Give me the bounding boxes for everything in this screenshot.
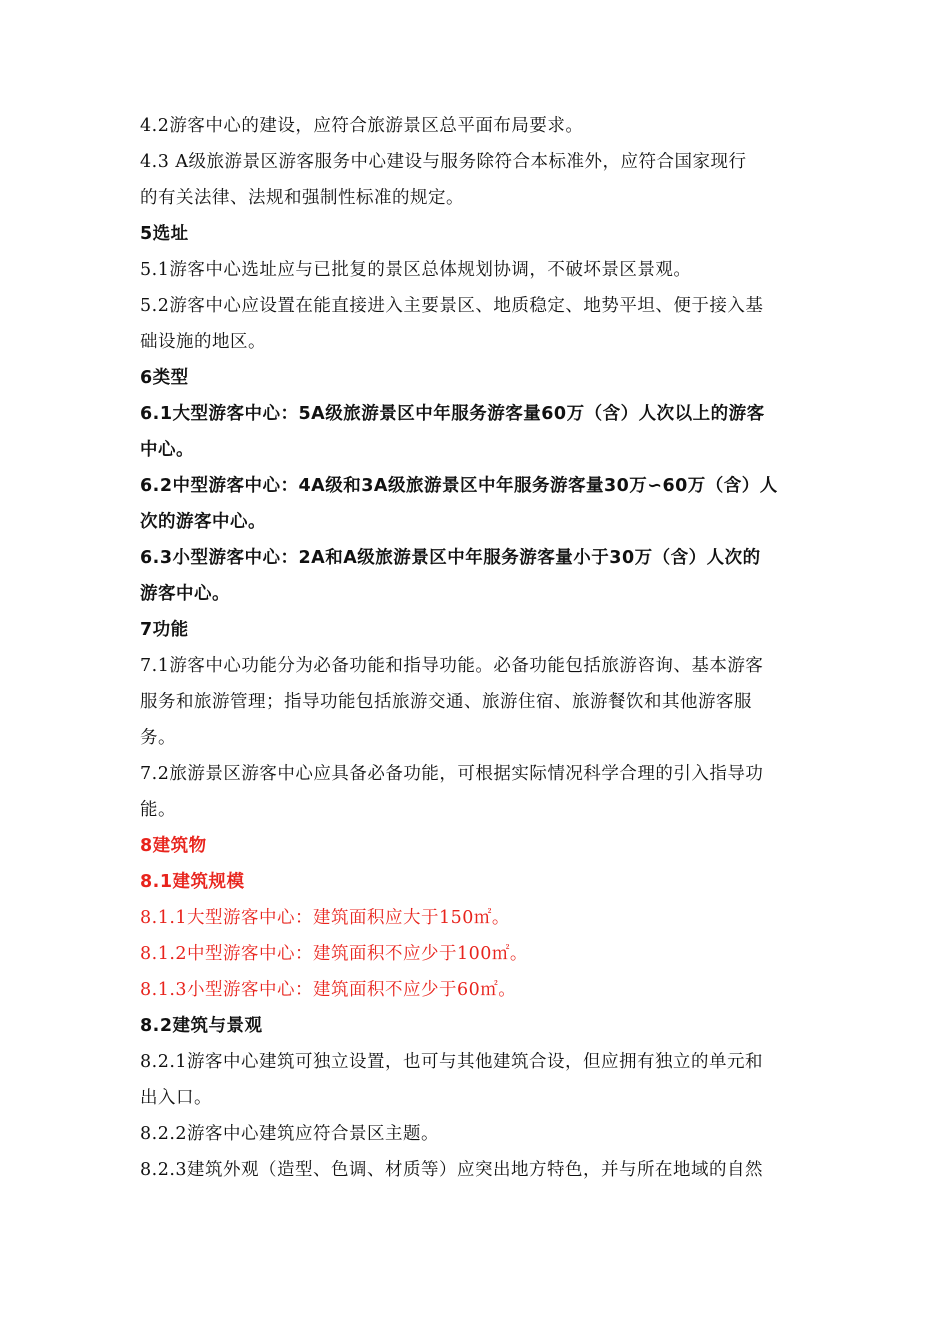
document-page [140, 108, 808, 1188]
paragraph-6-2-cont: 次的游客中心。 [140, 512, 266, 532]
paragraph-5-1: 5.1游客中心选址应与已批复的景区总体规划协调，不破坏景区景观。 [140, 260, 692, 280]
paragraph-6-3: 6.3小型游客中心：2A和A级旅游景区中年服务游客量小于30万（含）人次的 [140, 548, 761, 568]
paragraph-5-2-cont: 础设施的地区。 [140, 332, 266, 352]
paragraph-7-2: 7.2旅游景区游客中心应具备必备功能，可根据实际情况科学合理的引入指导功 [140, 764, 764, 784]
paragraph-8-1-3: 8.1.3小型游客中心：建筑面积不应少于60㎡。 [140, 980, 517, 1000]
paragraph-6-2: 6.2中型游客中心：4A级和3A级旅游景区中年服务游客量30万∽60万（含）人 [140, 476, 778, 496]
paragraph-6-1-cont: 中心。 [140, 440, 194, 460]
paragraph-7-2-cont: 能。 [140, 800, 176, 820]
heading-6: 6类型 [140, 368, 189, 388]
paragraph-6-1: 6.1大型游客中心：5A级旅游景区中年服务游客量60万（含）人次以上的游客 [140, 404, 765, 424]
heading-7: 7功能 [140, 620, 189, 640]
heading-8-2: 8.2建筑与景观 [140, 1016, 263, 1036]
paragraph-4-3: 4.3 A级旅游景区游客服务中心建设与服务除符合本标准外，应符合国家现行 [140, 152, 747, 172]
heading-8: 8建筑物 [140, 836, 207, 856]
heading-8-1: 8.1建筑规模 [140, 872, 245, 892]
paragraph-8-1-2: 8.1.2中型游客中心：建筑面积不应少于100㎡。 [140, 944, 528, 964]
paragraph-7-1-cont: 服务和旅游管理；指导功能包括旅游交通、旅游住宿、旅游餐饮和其他游客服 [140, 692, 752, 712]
paragraph-8-1-1: 8.1.1大型游客中心：建筑面积应大于150㎡。 [140, 908, 510, 928]
paragraph-4-3-cont: 的有关法律、法规和强制性标准的规定。 [140, 188, 464, 208]
paragraph-7-1-end: 务。 [140, 728, 176, 748]
heading-5: 5选址 [140, 224, 189, 244]
paragraph-8-2-1-cont: 出入口。 [140, 1088, 212, 1108]
paragraph-5-2: 5.2游客中心应设置在能直接进入主要景区、地质稳定、地势平坦、便于接入基 [140, 296, 764, 316]
paragraph-7-1: 7.1游客中心功能分为必备功能和指导功能。必备功能包括旅游咨询、基本游客 [140, 656, 764, 676]
paragraph-4-2: 4.2游客中心的建设，应符合旅游景区总平面布局要求。 [140, 116, 584, 136]
paragraph-6-3-cont: 游客中心。 [140, 584, 230, 604]
paragraph-8-2-3: 8.2.3建筑外观（造型、色调、材质等）应突出地方特色，并与所在地域的自然 [140, 1160, 764, 1180]
paragraph-8-2-1: 8.2.1游客中心建筑可独立设置，也可与其他建筑合设，但应拥有独立的单元和 [140, 1052, 764, 1072]
paragraph-8-2-2: 8.2.2游客中心建筑应符合景区主题。 [140, 1124, 440, 1144]
